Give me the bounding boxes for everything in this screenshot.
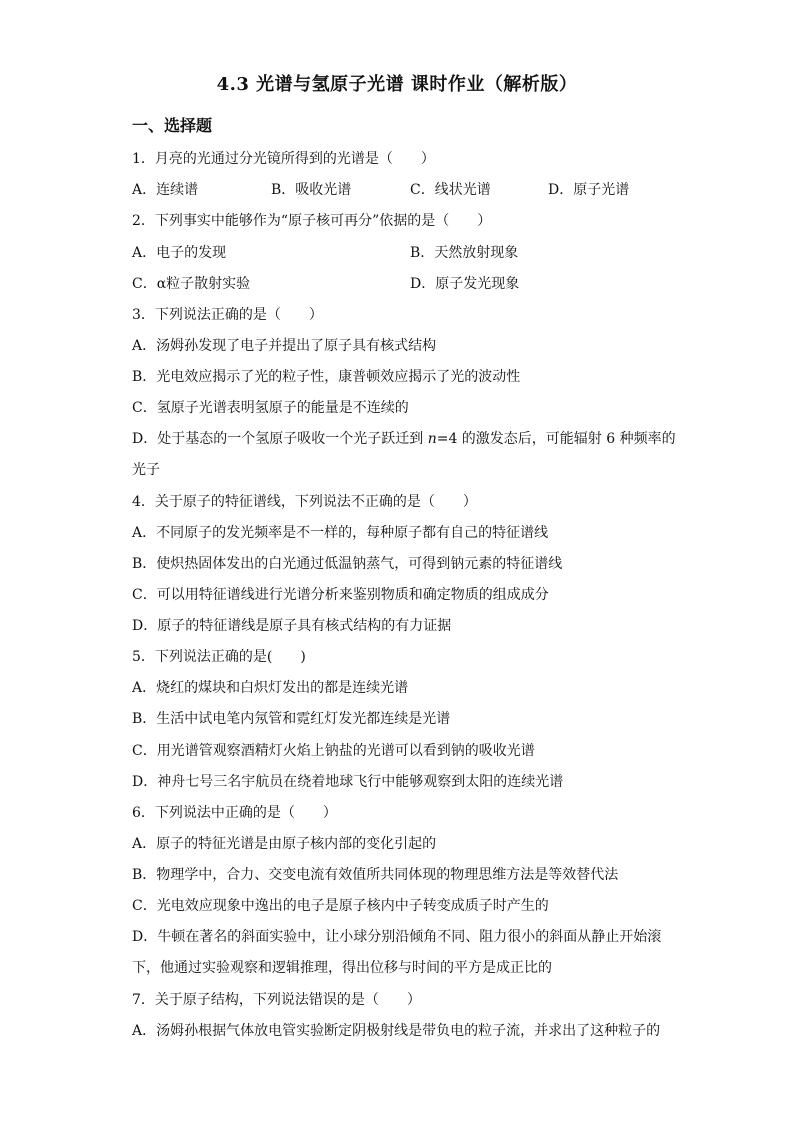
question-5-stem: 5．下列说法正确的是( ) (132, 649, 306, 665)
question-1-option-d: D．原子光谱 (548, 182, 630, 198)
question-2-option-c: C．α粒子散射实验 (132, 276, 251, 292)
question-2-option-a: A．电子的发现 (132, 245, 227, 261)
question-3-option-d-continued: 光子 (132, 462, 160, 478)
question-5-option-a: A．烧红的煤块和白炽灯发出的都是连续光谱 (132, 680, 409, 696)
question-5-option-d: D．神舟七号三名宇航员在绕着地球飞行中能够观察到太阳的连续光谱 (132, 774, 564, 790)
question-4-option-a: A．不同原子的发光频率是不一样的，每种原子都有自己的特征谱线 (132, 525, 549, 541)
question-1-stem: 1．月亮的光通过分光镜所得到的光谱是（ ） (132, 151, 435, 167)
question-3-option-a: A．汤姆孙发现了电子并提出了原子具有核式结构 (132, 338, 437, 354)
question-4-option-c: C．可以用特征谱线进行光谱分析来鉴别物质和确定物质的组成成分 (132, 587, 549, 603)
question-1-option-a: A．连续谱 (132, 182, 199, 198)
question-6-option-b: B．物理学中，合力、交变电流有效值所共同体现的物理思维方法是等效替代法 (132, 867, 619, 883)
question-3-stem: 3．下列说法正确的是（ ） (132, 307, 323, 323)
question-7-option-a: A．汤姆孙根据气体放电管实验断定阴极射线是带负电的粒子流，并求出了这种粒子的 (132, 1023, 661, 1039)
question-1-option-c: C．线状光谱 (410, 182, 491, 198)
question-2-stem: 2．下列事实中能够作为“原子核可再分”依据的是（ ） (132, 213, 492, 229)
question-6-option-c: C．光电效应现象中逸出的电子是原子核内中子转变成质子时产生的 (132, 898, 549, 914)
question-2-option-b: B．天然放射现象 (410, 245, 519, 261)
variable-n: n (427, 431, 437, 447)
question-6-option-d-continued: 下，他通过实验观察和逻辑推理，得出位移与时间的平方是成正比的 (132, 960, 552, 976)
section-heading: 一、选择题 (132, 116, 213, 135)
document-title: 4.3 光谱与氢原子光谱 课时作业（解析版） (216, 74, 578, 95)
question-3-option-b: B．光电效应揭示了光的粒子性，康普顿效应揭示了光的波动性 (132, 369, 521, 385)
question-6-stem: 6．下列说法中正确的是（ ） (132, 805, 337, 821)
question-3-option-d-text: D．处于基态的一个氢原子吸收一个光子跃迁到 (132, 431, 428, 447)
question-3-option-d (132, 430, 676, 448)
question-3-option-c: C．氢原子光谱表明氢原子的能量是不连续的 (132, 400, 409, 416)
question-3-option-d-text-end: =4 的激发态后，可能辐射 6 种频率的 (436, 431, 676, 447)
question-2-option-d: D．原子发光现象 (410, 276, 520, 292)
question-7-stem: 7．关于原子结构，下列说法错误的是（ ） (132, 992, 421, 1008)
question-4-option-b: B．使炽热固体发出的白光通过低温钠蒸气，可得到钠元素的特征谱线 (132, 556, 563, 572)
question-5-option-c: C．用光谱管观察酒精灯火焰上钠盐的光谱可以看到钠的吸收光谱 (132, 743, 535, 759)
question-4-stem: 4．关于原子的特征谱线，下列说法不正确的是（ ） (132, 494, 477, 510)
question-6-option-d: D．牛顿在著名的斜面实验中，让小球分别沿倾角不同、阻力很小的斜面从静止开始滚 (132, 929, 662, 945)
question-4-option-d: D．原子的特征谱线是原子具有核式结构的有力证据 (132, 618, 452, 634)
question-6-option-a: A．原子的特征光谱是由原子核内部的变化引起的 (132, 836, 437, 852)
question-1-option-b: B．吸收光谱 (271, 182, 352, 198)
question-5-option-b: B．生活中试电笔内氖管和霓红灯发光都连续是光谱 (132, 711, 451, 727)
